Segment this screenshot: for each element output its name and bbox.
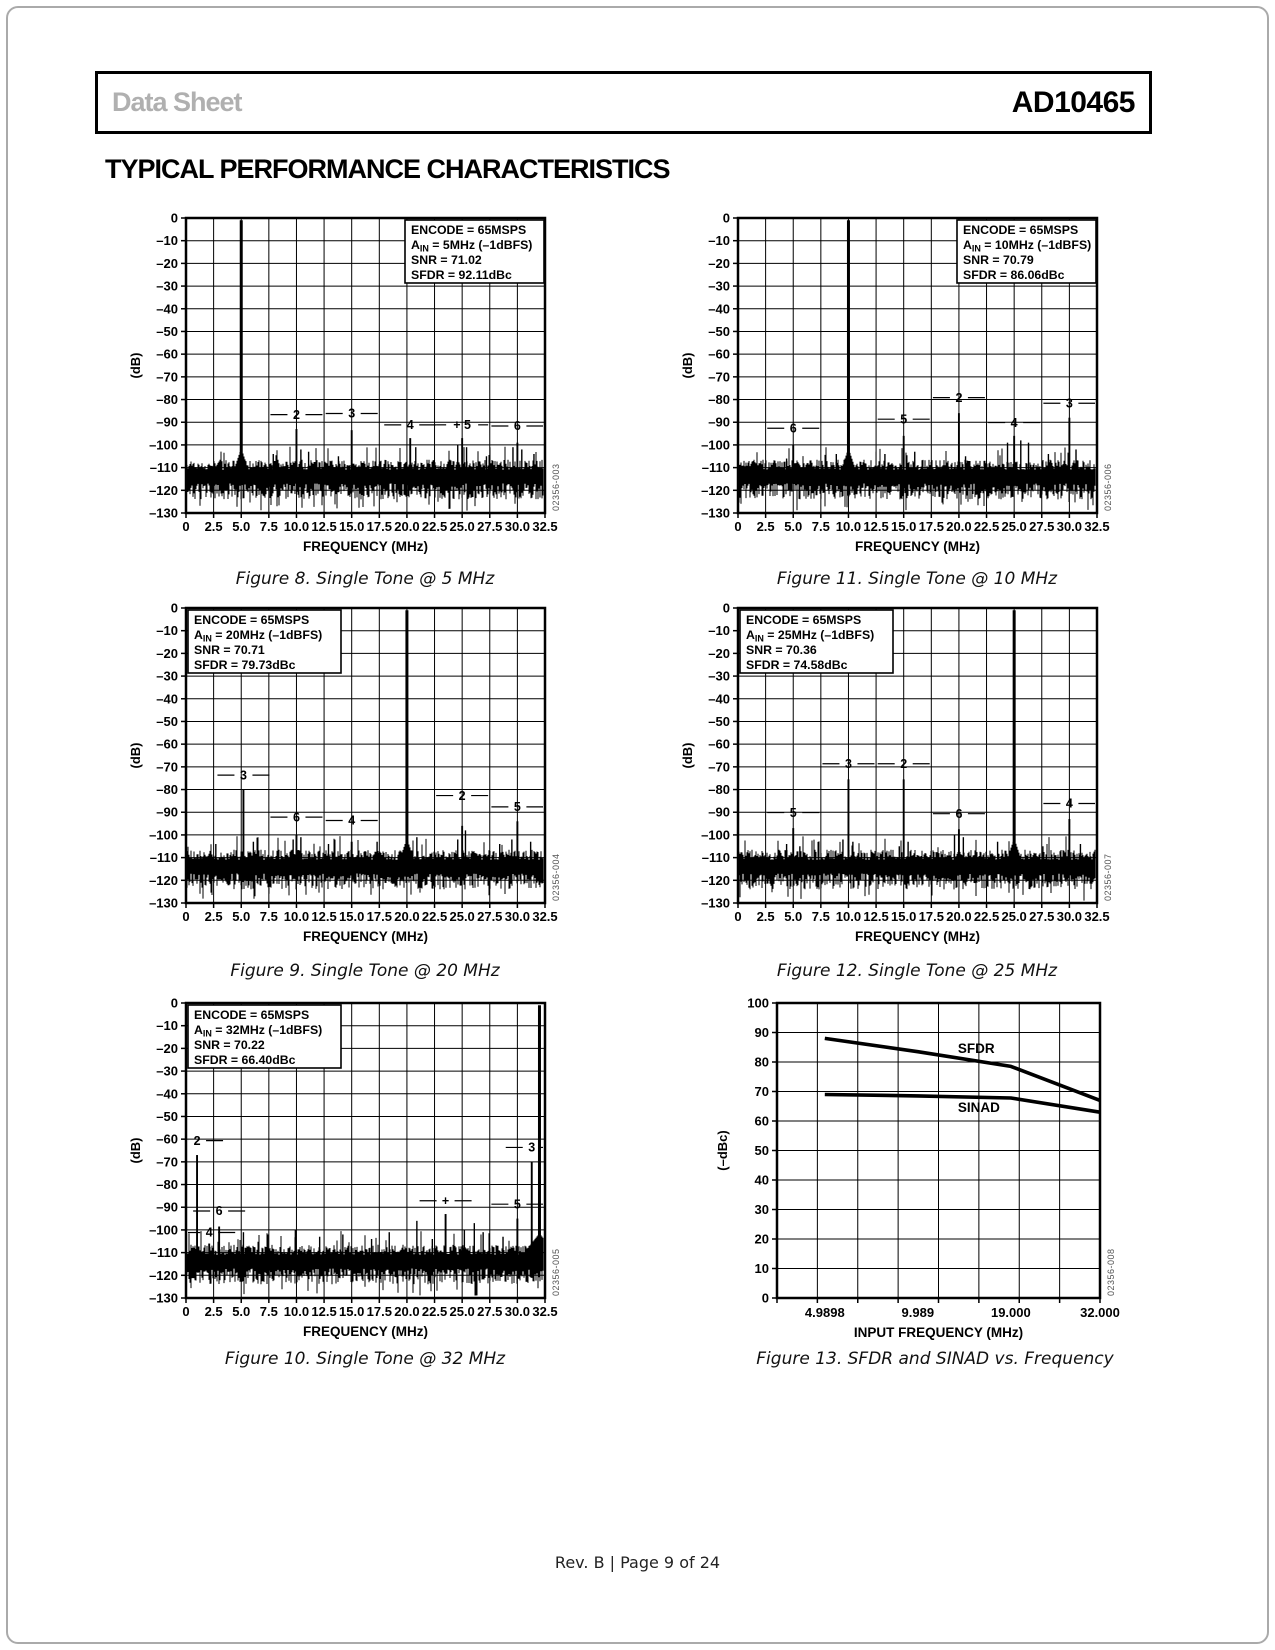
svg-text:30.0: 30.0	[504, 1304, 531, 1319]
figure-12-chart	[672, 596, 1142, 948]
svg-text:2.5: 2.5	[204, 519, 223, 534]
svg-text:–100: –100	[701, 827, 730, 843]
svg-text:22.5: 22.5	[421, 1304, 448, 1319]
svg-text:7.5: 7.5	[811, 909, 830, 924]
y-axis-title: (–dBc)	[715, 1130, 730, 1171]
y-axis-title: (dB)	[128, 1137, 143, 1164]
svg-text:–10: –10	[156, 233, 178, 249]
svg-text:–10: –10	[708, 623, 730, 639]
svg-text:5: 5	[513, 800, 521, 815]
harmonic-spikes	[197, 1155, 532, 1257]
svg-text:–80: –80	[156, 1177, 178, 1193]
svg-text:–130: –130	[149, 1290, 178, 1306]
svg-text:SFDR = 86.06dBc: SFDR = 86.06dBc	[963, 268, 1065, 282]
svg-text:10.0: 10.0	[283, 519, 310, 534]
svg-text:0: 0	[182, 1304, 190, 1319]
svg-text:6: 6	[789, 421, 797, 436]
svg-text:32.5: 32.5	[532, 1304, 558, 1319]
svg-text:–70: –70	[156, 759, 178, 775]
y-axis-labels	[701, 211, 730, 521]
svg-text:27.5: 27.5	[1029, 909, 1055, 924]
svg-text:–60: –60	[156, 346, 178, 362]
svg-text:3: 3	[844, 756, 852, 771]
svg-text:–110: –110	[149, 850, 178, 866]
svg-text:–90: –90	[708, 414, 730, 430]
y-axis-labels	[149, 601, 178, 911]
svg-text:ENCODE = 65MSPS: ENCODE = 65MSPS	[411, 223, 527, 237]
svg-text:–30: –30	[156, 1063, 178, 1079]
svg-text:–100: –100	[149, 437, 178, 453]
figure-11-caption: Figure 11. Single Tone @ 10 MHz	[776, 569, 1058, 589]
figure-9-plot	[120, 596, 590, 948]
svg-text:–80: –80	[156, 782, 178, 798]
svg-text:30.0: 30.0	[1056, 519, 1083, 534]
svg-text:10.0: 10.0	[283, 1304, 310, 1319]
svg-text:SNR = 70.22: SNR = 70.22	[194, 1038, 265, 1052]
svg-text:20: 20	[754, 1231, 769, 1247]
svg-text:–50: –50	[156, 713, 178, 729]
svg-text:–20: –20	[156, 1040, 178, 1056]
svg-text:–70: –70	[708, 369, 730, 385]
doc-type-label: Data Sheet	[112, 87, 242, 117]
svg-text:25.0: 25.0	[1001, 519, 1027, 534]
svg-text:0: 0	[722, 600, 730, 616]
svg-text:–40: –40	[156, 691, 178, 707]
header	[95, 71, 1152, 134]
svg-text:AIN = 32MHz (–1dBFS): $A_{IN} = 32MHz$ (–1dBFS)	[194, 1023, 323, 1039]
x-axis-title: FREQUENCY (MHz)	[302, 929, 429, 944]
svg-text:–40: –40	[156, 1086, 178, 1102]
svg-text:22.5: 22.5	[973, 909, 1000, 924]
svg-text:20.0: 20.0	[394, 1304, 420, 1319]
svg-text:17.5: 17.5	[366, 1304, 392, 1319]
series-label-sinad: SINAD	[957, 1100, 1000, 1116]
svg-text:–60: –60	[156, 736, 178, 752]
svg-text:90: 90	[754, 1025, 769, 1040]
svg-text:–70: –70	[156, 1154, 178, 1170]
svg-text:32.5: 32.5	[1084, 519, 1110, 534]
svg-text:–80: –80	[156, 392, 178, 408]
figure-9-chart	[120, 596, 590, 948]
svg-text:–130: –130	[149, 505, 178, 521]
svg-text:25.0: 25.0	[1001, 909, 1027, 924]
svg-text:–110: –110	[701, 460, 730, 476]
svg-text:3: 3	[1065, 396, 1073, 411]
y-axis-labels	[149, 211, 178, 521]
svg-text:–20: –20	[708, 645, 730, 661]
svg-text:5.0: 5.0	[232, 519, 251, 534]
figure-8-watermark-code: 02356-003	[551, 463, 561, 511]
svg-text:32.5: 32.5	[532, 519, 558, 534]
svg-text:–80: –80	[708, 782, 730, 798]
figure-10-annotation-box	[188, 1005, 341, 1068]
svg-text:–40: –40	[708, 691, 730, 707]
svg-text:4.9898: 4.9898	[804, 1305, 845, 1320]
figure-9-annotation-box	[188, 610, 341, 673]
figure-8-caption: Figure 8. Single Tone @ 5 MHz	[235, 569, 495, 589]
x-axis-labels	[182, 1304, 557, 1319]
y-axis-title: (dB)	[680, 352, 695, 379]
svg-text:0: 0	[734, 519, 742, 534]
y-axis-title: (dB)	[128, 742, 143, 769]
figure-11-chart	[672, 206, 1142, 558]
svg-text:20.0: 20.0	[946, 519, 972, 534]
svg-text:–10: –10	[156, 623, 178, 639]
figure-8-annotation-box	[405, 220, 544, 283]
svg-text:7.5: 7.5	[259, 909, 278, 924]
svg-text:–30: –30	[708, 668, 730, 684]
svg-text:4: 4	[1010, 415, 1018, 430]
y-axis-labels	[701, 601, 730, 911]
svg-text:7.5: 7.5	[811, 519, 830, 534]
svg-text:–120: –120	[701, 872, 730, 888]
svg-text:17.5: 17.5	[918, 909, 944, 924]
svg-text:–70: –70	[708, 759, 730, 775]
svg-text:AIN = 5MHz (–1dBFS): $A_{IN} = 5MHz$ (–1dBFS)	[411, 238, 533, 254]
svg-text:2.5: 2.5	[756, 909, 775, 924]
svg-text:22.5: 22.5	[421, 519, 448, 534]
svg-text:4: 4	[1065, 796, 1073, 811]
svg-text:30.0: 30.0	[504, 519, 531, 534]
svg-text:–110: –110	[701, 850, 730, 866]
x-axis-title: FREQUENCY (MHz)	[854, 929, 981, 944]
svg-text:+ 5: + 5	[453, 418, 472, 433]
svg-text:12.5: 12.5	[863, 519, 889, 534]
svg-text:–90: –90	[156, 414, 178, 430]
svg-text:30: 30	[754, 1202, 769, 1217]
svg-text:+: +	[441, 1193, 450, 1208]
svg-text:–10: –10	[156, 1018, 178, 1034]
svg-text:15.0: 15.0	[339, 519, 365, 534]
x-axis-labels	[734, 519, 1109, 534]
svg-text:–20: –20	[156, 255, 178, 271]
svg-text:15.0: 15.0	[339, 1304, 365, 1319]
figure-13-plot	[672, 991, 1142, 1343]
svg-text:–50: –50	[156, 1108, 178, 1124]
svg-text:12.5: 12.5	[311, 519, 337, 534]
svg-text:0: 0	[722, 210, 730, 226]
svg-text:32.5: 32.5	[1084, 909, 1110, 924]
figure-13-watermark-code: 02356-008	[1106, 1248, 1116, 1296]
svg-text:–120: –120	[701, 482, 730, 498]
figure-13-chart	[672, 991, 1142, 1343]
svg-text:3: 3	[528, 1140, 536, 1155]
svg-text:2: 2	[458, 788, 466, 803]
svg-text:100: 100	[747, 995, 769, 1011]
svg-text:SNR = 71.02: SNR = 71.02	[411, 253, 482, 267]
svg-text:–130: –130	[701, 895, 730, 911]
figure-12-plot	[672, 596, 1142, 948]
svg-text:17.5: 17.5	[918, 519, 944, 534]
svg-text:32.000: 32.000	[1080, 1305, 1120, 1320]
section-title: TYPICAL PERFORMANCE CHARACTERISTICS	[105, 154, 670, 184]
svg-text:0: 0	[182, 519, 190, 534]
svg-text:0: 0	[734, 909, 742, 924]
svg-text:2: 2	[955, 390, 963, 405]
svg-text:27.5: 27.5	[477, 909, 503, 924]
svg-text:5.0: 5.0	[784, 909, 803, 924]
x-axis-title: INPUT FREQUENCY (MHz)	[853, 1325, 1024, 1340]
svg-text:12.5: 12.5	[311, 1304, 337, 1319]
svg-text:12.5: 12.5	[311, 909, 337, 924]
y-axis-title: (dB)	[680, 742, 695, 769]
x-axis-labels	[182, 909, 557, 924]
svg-text:AIN = 25MHz (–1dBFS): $A_{IN} = 25MHz$ (–1dBFS)	[746, 628, 875, 644]
svg-text:6: 6	[292, 810, 300, 825]
grid	[777, 1003, 1100, 1298]
svg-text:SFDR = 92.11dBc: SFDR = 92.11dBc	[411, 268, 512, 282]
figure-10-watermark-code: 02356-005	[551, 1248, 561, 1296]
svg-text:ENCODE = 65MSPS: ENCODE = 65MSPS	[194, 613, 310, 627]
svg-text:SNR = 70.36: SNR = 70.36	[746, 643, 817, 657]
svg-text:27.5: 27.5	[1029, 519, 1055, 534]
svg-text:2.5: 2.5	[204, 909, 223, 924]
svg-text:0: 0	[170, 995, 178, 1011]
svg-text:–60: –60	[708, 346, 730, 362]
svg-text:5.0: 5.0	[784, 519, 803, 534]
figure-11-plot	[672, 206, 1142, 558]
svg-text:15.0: 15.0	[339, 909, 365, 924]
x-axis-title: FREQUENCY (MHz)	[302, 1324, 429, 1339]
harmonic-labels	[217, 768, 543, 827]
svg-text:–60: –60	[708, 736, 730, 752]
svg-text:12.5: 12.5	[863, 909, 889, 924]
svg-text:5: 5	[789, 805, 797, 820]
svg-text:40: 40	[754, 1172, 769, 1188]
svg-text:–70: –70	[156, 369, 178, 385]
svg-text:–50: –50	[156, 323, 178, 339]
svg-text:2.5: 2.5	[204, 1304, 223, 1319]
svg-text:9.989: 9.989	[901, 1305, 935, 1320]
svg-text:SFDR = 74.58dBc: SFDR = 74.58dBc	[746, 658, 848, 672]
svg-text:–10: –10	[708, 233, 730, 249]
svg-text:–90: –90	[156, 804, 178, 820]
svg-text:2: 2	[193, 1133, 201, 1148]
svg-text:–20: –20	[708, 255, 730, 271]
svg-text:80: 80	[754, 1054, 769, 1070]
y-axis-labels	[149, 996, 178, 1306]
svg-text:7.5: 7.5	[259, 1304, 278, 1319]
svg-text:22.5: 22.5	[421, 909, 448, 924]
svg-text:30.0: 30.0	[1056, 909, 1083, 924]
part-number: AD10465	[1011, 85, 1135, 119]
svg-text:–40: –40	[156, 301, 178, 317]
svg-text:7.5: 7.5	[259, 519, 278, 534]
page-footer: Rev. B | Page 9 of 24	[554, 1553, 721, 1572]
svg-text:6: 6	[955, 806, 963, 821]
svg-text:–40: –40	[708, 301, 730, 317]
svg-text:–90: –90	[156, 1199, 178, 1215]
y-axis-title: (dB)	[128, 352, 143, 379]
svg-text:10.0: 10.0	[835, 519, 862, 534]
x-axis-labels	[734, 909, 1109, 924]
tick-marks	[772, 1003, 1100, 1303]
figure-8-plot	[120, 206, 590, 558]
svg-text:20.0: 20.0	[394, 519, 420, 534]
figure-9-watermark-code: 02356-004	[551, 853, 561, 901]
svg-text:27.5: 27.5	[477, 1304, 503, 1319]
svg-text:25.0: 25.0	[449, 519, 475, 534]
x-axis-labels	[182, 519, 557, 534]
svg-text:SFDR = 66.40dBc: SFDR = 66.40dBc	[194, 1053, 296, 1067]
svg-text:19.000: 19.000	[990, 1305, 1031, 1320]
svg-text:60: 60	[754, 1113, 769, 1129]
figure-12-caption: Figure 12. Single Tone @ 25 MHz	[776, 961, 1058, 981]
figure-10-chart	[120, 991, 590, 1343]
svg-text:2: 2	[900, 756, 908, 771]
svg-text:–100: –100	[149, 827, 178, 843]
svg-text:–130: –130	[149, 895, 178, 911]
svg-text:10: 10	[754, 1261, 769, 1276]
figure-10-plot	[120, 991, 590, 1343]
svg-text:3: 3	[239, 768, 247, 783]
svg-text:5: 5	[513, 1197, 521, 1212]
svg-text:70: 70	[754, 1084, 769, 1099]
figure-12-annotation-box	[740, 610, 893, 673]
svg-text:15.0: 15.0	[891, 909, 917, 924]
svg-text:20.0: 20.0	[946, 909, 972, 924]
svg-text:–110: –110	[149, 1245, 178, 1261]
figure-11-watermark-code: 02356-006	[1103, 463, 1113, 511]
svg-text:22.5: 22.5	[973, 519, 1000, 534]
svg-text:ENCODE = 65MSPS: ENCODE = 65MSPS	[746, 613, 862, 627]
svg-text:–120: –120	[149, 1267, 178, 1283]
svg-text:AIN = 20MHz (–1dBFS): $A_{IN} = 20MHz$ (–1dBFS)	[194, 628, 323, 644]
svg-text:–30: –30	[156, 668, 178, 684]
svg-text:30.0: 30.0	[504, 909, 531, 924]
svg-text:AIN = 10MHz (–1dBFS): $A_{IN} = 10MHz$ (–1dBFS)	[963, 238, 1092, 254]
svg-text:27.5: 27.5	[477, 519, 503, 534]
svg-text:–90: –90	[708, 804, 730, 820]
svg-text:–30: –30	[708, 278, 730, 294]
svg-text:10.0: 10.0	[835, 909, 862, 924]
svg-text:5.0: 5.0	[232, 1304, 251, 1319]
svg-text:3: 3	[348, 406, 356, 421]
svg-text:–110: –110	[149, 460, 178, 476]
figure-10-caption: Figure 10. Single Tone @ 32 MHz	[224, 1349, 506, 1369]
svg-text:ENCODE = 65MSPS: ENCODE = 65MSPS	[194, 1008, 310, 1022]
svg-text:SNR = 70.71: SNR = 70.71	[194, 643, 265, 657]
svg-text:–50: –50	[708, 713, 730, 729]
svg-text:5.0: 5.0	[232, 909, 251, 924]
svg-text:–120: –120	[149, 872, 178, 888]
svg-text:–60: –60	[156, 1131, 178, 1147]
series-label-sfdr: SFDR	[957, 1041, 995, 1057]
svg-text:0: 0	[761, 1290, 769, 1306]
svg-text:ENCODE = 65MSPS: ENCODE = 65MSPS	[963, 223, 1079, 237]
svg-text:25.0: 25.0	[449, 909, 475, 924]
figure-11-annotation-box	[957, 220, 1096, 283]
svg-text:5: 5	[900, 412, 908, 427]
svg-text:25.0: 25.0	[449, 1304, 475, 1319]
svg-text:2: 2	[292, 407, 300, 422]
svg-text:4: 4	[348, 813, 356, 828]
figure-13-caption: Figure 13. SFDR and SINAD vs. Frequency	[756, 1349, 1114, 1369]
svg-text:–100: –100	[149, 1222, 178, 1238]
svg-text:20.0: 20.0	[394, 909, 420, 924]
svg-text:0: 0	[182, 909, 190, 924]
svg-text:–130: –130	[701, 505, 730, 521]
figure-12-watermark-code: 02356-007	[1103, 853, 1113, 901]
svg-text:4: 4	[406, 418, 414, 433]
svg-text:50: 50	[754, 1143, 769, 1158]
svg-text:2.5: 2.5	[756, 519, 775, 534]
svg-text:–80: –80	[708, 392, 730, 408]
svg-text:4: 4	[205, 1225, 213, 1240]
figure-9-caption: Figure 9. Single Tone @ 20 MHz	[230, 961, 500, 981]
svg-text:0: 0	[170, 600, 178, 616]
svg-text:10.0: 10.0	[283, 909, 310, 924]
svg-text:0: 0	[170, 210, 178, 226]
svg-text:32.5: 32.5	[532, 909, 558, 924]
svg-text:SFDR = 79.73dBc: SFDR = 79.73dBc	[194, 658, 296, 672]
y-axis-labels	[747, 996, 769, 1306]
svg-text:15.0: 15.0	[891, 519, 917, 534]
svg-text:17.5: 17.5	[366, 519, 392, 534]
svg-text:–50: –50	[708, 323, 730, 339]
svg-text:SNR = 70.79: SNR = 70.79	[963, 253, 1034, 267]
svg-text:–30: –30	[156, 278, 178, 294]
svg-text:6: 6	[513, 419, 521, 434]
svg-text:–100: –100	[701, 437, 730, 453]
figure-8-chart	[120, 206, 590, 558]
x-axis-title: FREQUENCY (MHz)	[302, 539, 429, 554]
svg-text:17.5: 17.5	[366, 909, 392, 924]
x-axis-title: FREQUENCY (MHz)	[854, 539, 981, 554]
svg-text:–20: –20	[156, 645, 178, 661]
x-axis-labels	[805, 1305, 1120, 1320]
svg-text:–120: –120	[149, 482, 178, 498]
svg-text:6: 6	[215, 1204, 223, 1219]
